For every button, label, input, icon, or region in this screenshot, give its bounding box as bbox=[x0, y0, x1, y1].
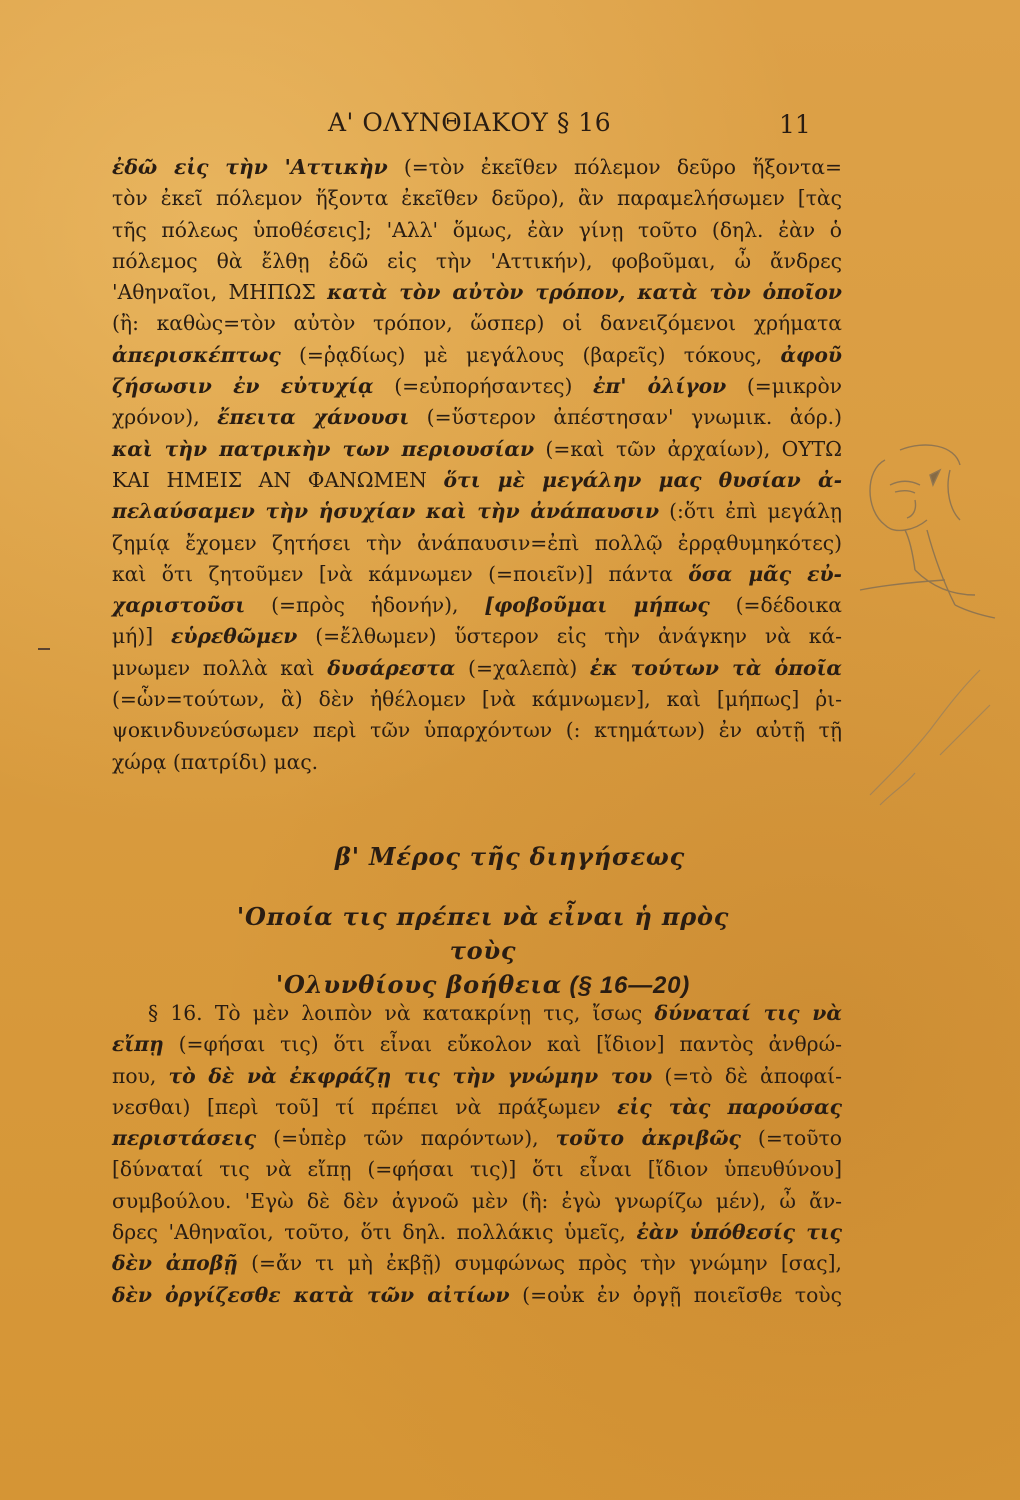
emphasized-phrase: ἐδῶ εἰς τὴν 'Αττικὴν bbox=[112, 155, 388, 179]
plain-text: καὶ ὅτι ζητοῦμεν [νὰ κάμνωμεν (=ποιεῖν)] πάντα bbox=[112, 561, 689, 586]
text-line bbox=[112, 371, 842, 402]
emphasized-phrase: δύναταί τις νὰ bbox=[654, 1001, 842, 1025]
plain-text: (=οὐκ ἐν ὀργῇ ποιεῖσθε τοὺς bbox=[509, 1282, 842, 1307]
emphasized-phrase: ἐὰν ὑπόθεσίς τις bbox=[636, 1220, 843, 1245]
paragraph-line bbox=[112, 1154, 842, 1185]
plain-text: μνωμεν πολλὰ καὶ bbox=[112, 655, 328, 680]
pencil-face-sketch bbox=[855, 430, 1020, 670]
emphasized-phrase: ὅσα μᾶς εὐ- bbox=[688, 561, 842, 586]
emphasized-phrase: ζήσωσιν ἐν εὐτυχίᾳ bbox=[112, 374, 374, 399]
emphasized-phrase: ἐκ τούτων τὰ ὁποῖα bbox=[589, 655, 842, 680]
paragraph-line bbox=[112, 1092, 842, 1123]
emphasized-phrase: εἴπῃ bbox=[112, 1032, 164, 1057]
commentary-text bbox=[112, 152, 842, 778]
plain-text: (=ὧν=τούτων, ἃ) δὲν ἠθέλομεν [νὰ κάμνωμεν], καὶ [μήπως] ῥι- bbox=[112, 687, 842, 712]
plain-text: (:ὅτι ἐπὶ μεγάλῃ bbox=[659, 499, 842, 524]
emphasized-phrase: δυσάρεστα bbox=[327, 655, 456, 680]
paragraph-line bbox=[112, 1280, 842, 1311]
subheading-line-1: 'Οποία τις πρέπει νὰ εἶναι ἡ πρὸς τοὺς bbox=[236, 902, 730, 965]
plain-text: ΚΑΙ ΗΜΕΙΣ ΑΝ ΦΑΝΩΜΕΝ bbox=[112, 467, 444, 492]
plain-text: [δύναταί τις νὰ εἴπῃ (=φήσαι τις)] ὅτι εἶναι [ἴδιον ὑπευθύνου] bbox=[112, 1157, 842, 1182]
plain-text: τῆς πόλεως ὑποθέσεις]; 'Αλλ' ὅμως, ἐὰν γίνῃ τοῦτο (δηλ. ἐὰν ὁ bbox=[112, 217, 842, 242]
plain-text: (=καὶ τῶν ἀρχαίων), ΟΥΤΩ bbox=[534, 436, 842, 461]
text-line bbox=[112, 496, 842, 527]
text-line bbox=[112, 465, 842, 496]
page-number: 11 bbox=[779, 110, 811, 139]
text-line bbox=[112, 183, 842, 214]
plain-text: (=μικρὸν bbox=[726, 374, 843, 399]
text-line bbox=[112, 246, 842, 277]
text-line bbox=[112, 528, 842, 559]
plain-text: (=δέδοικα bbox=[709, 593, 842, 618]
text-line bbox=[112, 215, 842, 246]
paragraph-line bbox=[112, 1029, 842, 1060]
paragraph-line bbox=[112, 1123, 842, 1154]
plain-text: ζημίᾳ ἔχομεν ζητήσει τὴν ἀνάπαυσιν=ἐπὶ πολλῷ ἐρρᾳθυμηκότες) bbox=[112, 530, 842, 555]
plain-text: νεσθαι) [περὶ τοῦ] τί πρέπει νὰ πράξωμεν bbox=[112, 1094, 618, 1119]
emphasized-phrase: καὶ τὴν πατρικὴν των περιουσίαν bbox=[112, 436, 535, 461]
plain-text: (=ὑπὲρ τῶν παρόντων), bbox=[256, 1126, 556, 1151]
section-subheading bbox=[203, 900, 763, 1003]
emphasized-phrase: ἔπειτα χάνουσι bbox=[217, 405, 410, 430]
plain-text: τὸν ἐκεῖ πόλεμον ἥξοντα ἐκεῖθεν δεῦρο), ἂν παραμελήσωμεν [τὰς bbox=[112, 186, 842, 211]
emphasized-phrase: πελαύσαμεν τὴν ἡσυχίαν καὶ τὴν ἀνάπαυσιν bbox=[112, 499, 660, 524]
plain-text: μή)] bbox=[112, 624, 172, 649]
plain-text: συμβούλου. 'Εγὼ δὲ δὲν ἀγνοῶ μὲν (ἢ: ἐγὼ γνωρίζω μέν), ὦ ἄν- bbox=[112, 1188, 842, 1213]
emphasized-phrase: ἀφοῦ bbox=[780, 342, 842, 367]
text-line bbox=[112, 653, 842, 684]
running-head: Α' ΟΛΥΝΘΙΑΚΟΥ § 16 bbox=[328, 108, 612, 137]
page-header bbox=[0, 108, 1020, 152]
emphasized-phrase: ὅτι μὲ μεγάλην μας θυσίαν ἀ- bbox=[443, 467, 842, 492]
text-line bbox=[112, 747, 842, 778]
emphasized-phrase: τοῦτο ἀκριβῶς bbox=[555, 1126, 741, 1151]
text-line bbox=[112, 621, 842, 652]
text-line bbox=[112, 715, 842, 746]
text-line bbox=[112, 590, 842, 621]
plain-text: (=εὐπορήσαντες) bbox=[373, 374, 594, 399]
plain-text: (=χαλεπὰ) bbox=[455, 655, 590, 680]
text-line bbox=[112, 434, 842, 465]
plain-text: χρόνον), bbox=[112, 405, 218, 430]
text-line bbox=[112, 340, 842, 371]
subheading-section-ref: (§ 16—20) bbox=[562, 972, 691, 999]
section-heading: β' Μέρος τῆς διηγήσεως bbox=[334, 842, 685, 871]
plain-text: (=τὸν ἐκεῖθεν πόλεμον δεῦρο ἥξοντα= bbox=[387, 155, 842, 179]
emphasized-phrase: δὲν ὀργίζεσθε κατὰ τῶν αἰτίων bbox=[112, 1282, 510, 1307]
paragraph-line bbox=[112, 1217, 842, 1248]
paragraph-16 bbox=[112, 998, 842, 1311]
plain-text: ψοκινδυνεύσωμεν περὶ τῶν ὑπαρχόντων (: κτημάτων) ἐν αὐτῇ τῇ bbox=[112, 718, 842, 743]
plain-text: (=ῥᾳδίως) μὲ μεγάλους (βαρεῖς) τόκους, bbox=[280, 342, 781, 367]
emphasized-phrase: χαριστοῦσι bbox=[112, 593, 246, 618]
text-line bbox=[112, 152, 842, 183]
plain-text: (=πρὸς ἡδονήν), bbox=[245, 593, 485, 618]
emphasized-phrase: περιστάσεις bbox=[112, 1126, 257, 1151]
plain-text: (=τοῦτο bbox=[740, 1126, 843, 1151]
plain-text: 'Αθηναῖοι, ΜΗΠΩΣ bbox=[112, 280, 328, 305]
subheading-title: 'Ολυνθίους βοήθεια bbox=[275, 970, 563, 999]
plain-text: (=φήσαι τις) ὅτι εἶναι εὔκολον καὶ [ἴδιον] παντὸς ἀνθρώ- bbox=[163, 1032, 842, 1057]
emphasized-phrase: ἐπ' ὀλίγον bbox=[593, 374, 727, 399]
plain-text: χώρᾳ (πατρίδι) μας. bbox=[112, 749, 319, 774]
text-line bbox=[112, 277, 842, 308]
plain-text: (=τὸ δὲ ἀποφαί- bbox=[652, 1063, 842, 1088]
emphasized-phrase: δὲν ἀποβῇ bbox=[112, 1251, 238, 1276]
plain-text: δρες 'Αθηναῖοι, τοῦτο, ὅτι δηλ. πολλάκις ὑμεῖς, bbox=[112, 1220, 637, 1245]
plain-text: πόλεμος θὰ ἔλθῃ ἐδῶ εἰς τὴν 'Αττικήν), φοβοῦμαι, ὦ ἄνδρες bbox=[112, 248, 842, 273]
text-line bbox=[112, 402, 842, 433]
emphasized-phrase: εἰς τὰς παρούσας bbox=[617, 1094, 843, 1119]
paragraph-line bbox=[112, 1248, 842, 1279]
plain-text: που, bbox=[112, 1063, 169, 1088]
paragraph-line bbox=[112, 998, 842, 1029]
emphasized-phrase: ἀπερισκέπτως bbox=[112, 342, 281, 367]
text-line bbox=[112, 308, 842, 339]
paragraph-line bbox=[112, 1186, 842, 1217]
emphasized-phrase: [φοβοῦμαι μήπως bbox=[484, 593, 710, 618]
paragraph-line bbox=[112, 1061, 842, 1092]
plain-text: (=ἄν τι μὴ ἐκβῇ) συμφώνως πρὸς τὴν γνώμην [σας], bbox=[237, 1251, 842, 1276]
plain-text: § 16. Τὸ μὲν λοιπὸν νὰ κατακρίνῃ τις, ἴσως bbox=[148, 1001, 655, 1025]
text-line bbox=[112, 559, 842, 590]
emphasized-phrase: κατὰ τὸν αὐτὸν τρόπον, κατὰ τὸν ὁποῖον bbox=[327, 280, 842, 305]
text-line bbox=[112, 684, 842, 715]
margin-dash-mark bbox=[38, 648, 50, 650]
plain-text: (=ὕστερον ἀπέστησαν' γνωμικ. ἀόρ.) bbox=[409, 405, 842, 430]
pencil-margin-note bbox=[860, 645, 1020, 815]
plain-text: (=ἔλθωμεν) ὕστερον εἰς τὴν ἀνάγκην νὰ κά- bbox=[297, 624, 842, 649]
plain-text: (ἢ: καθὼς=τὸν αὐτὸν τρόπον, ὥσπερ) οἱ δανειζόμενοι χρήματα bbox=[112, 311, 842, 336]
emphasized-phrase: εὑρεθῶμεν bbox=[171, 624, 298, 649]
emphasized-phrase: τὸ δὲ νὰ ἐκφράζῃ τις τὴν γνώμην του bbox=[168, 1063, 653, 1088]
